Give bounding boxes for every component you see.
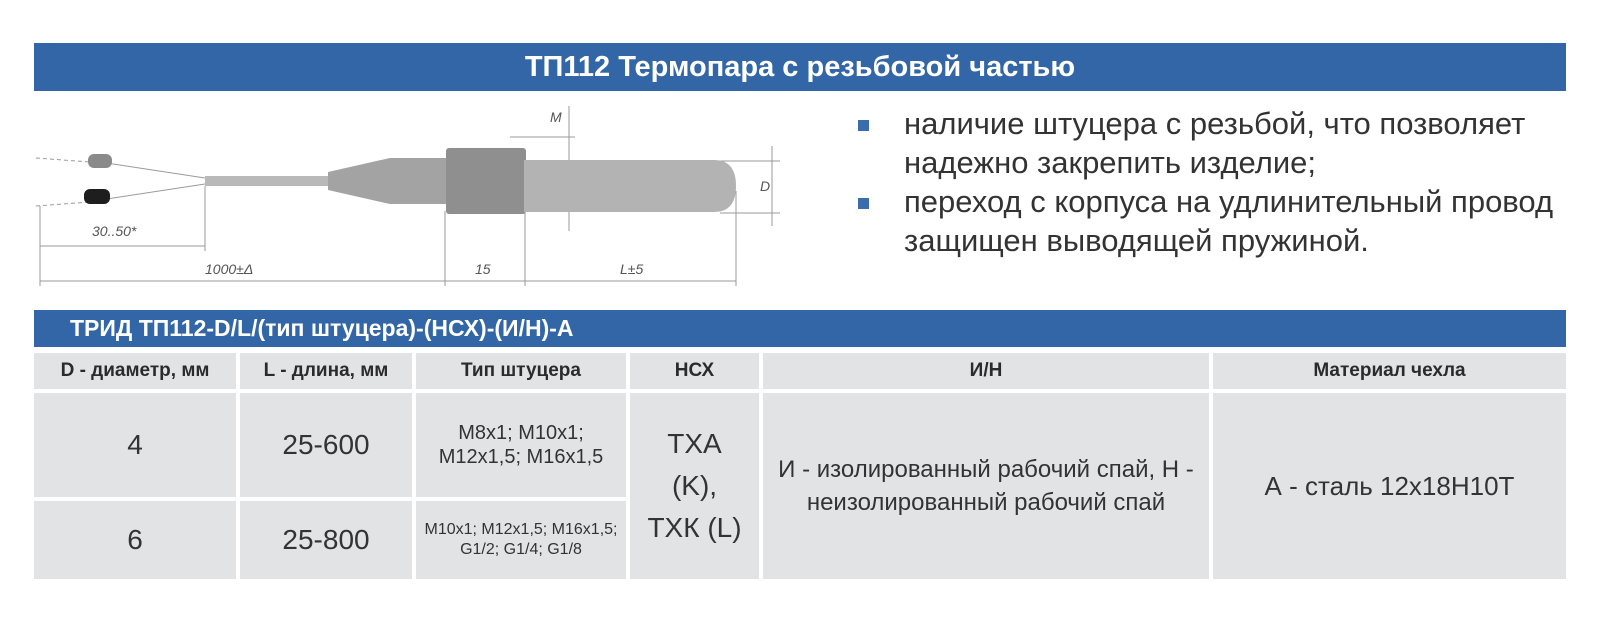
- dim-fitting-label: 15: [475, 261, 491, 277]
- bullet-square-icon: [858, 120, 869, 131]
- row1-diameter: 4: [34, 393, 236, 497]
- spec-table: [34, 353, 1566, 591]
- row1-fitting: M8x1; M10x1; M12x1,5; M16x1,5: [416, 393, 626, 497]
- page-title: ТП112 Термопара с резьбовой частью: [34, 43, 1566, 91]
- row2-diameter: 6: [34, 501, 236, 579]
- dim-d-label: D: [760, 178, 771, 194]
- header-nsx: НСХ: [630, 353, 759, 389]
- feature-text: переход с корпуса на удлинительный провод защищен выводящей пружиной.: [904, 184, 1554, 258]
- row1-length: 25-600: [240, 393, 412, 497]
- nsx-cell: ТХА (K), ТХК (L): [630, 393, 759, 579]
- dim-lead-label: 30..50*: [92, 223, 137, 239]
- header-diameter: D - диаметр, мм: [34, 353, 236, 389]
- dim-total-label: 1000±Δ: [205, 261, 254, 277]
- row2-length: 25-800: [240, 501, 412, 579]
- feature-item: [858, 104, 1578, 182]
- order-code-bar: ТРИД ТП112-D/L/(тип штуцера)-(НСХ)-(И/Н)-А: [34, 310, 1566, 347]
- thermocouple-drawing: [30, 96, 810, 306]
- header-length: L - длина, мм: [240, 353, 412, 389]
- feature-list: [858, 104, 1578, 260]
- header-in: И/Н: [763, 353, 1209, 389]
- header-material: Материал чехла: [1213, 353, 1566, 389]
- dim-m-label: M: [550, 109, 562, 125]
- material-cell: А - сталь 12х18Н10Т: [1213, 393, 1566, 579]
- row2-fitting: M10x1; M12x1,5; M16x1,5; G1/2; G1/4; G1/8: [416, 501, 626, 579]
- header-fitting: Тип штуцера: [416, 353, 626, 389]
- dim-length-label: L±5: [620, 261, 644, 277]
- feature-item: [858, 182, 1578, 260]
- in-cell: И - изолированный рабочий спай, Н - неизолированный рабочий спай: [763, 393, 1209, 579]
- bullet-square-icon: [858, 198, 869, 209]
- feature-text: наличие штуцера с резьбой, что позволяет надежно закрепить изделие;: [904, 106, 1526, 180]
